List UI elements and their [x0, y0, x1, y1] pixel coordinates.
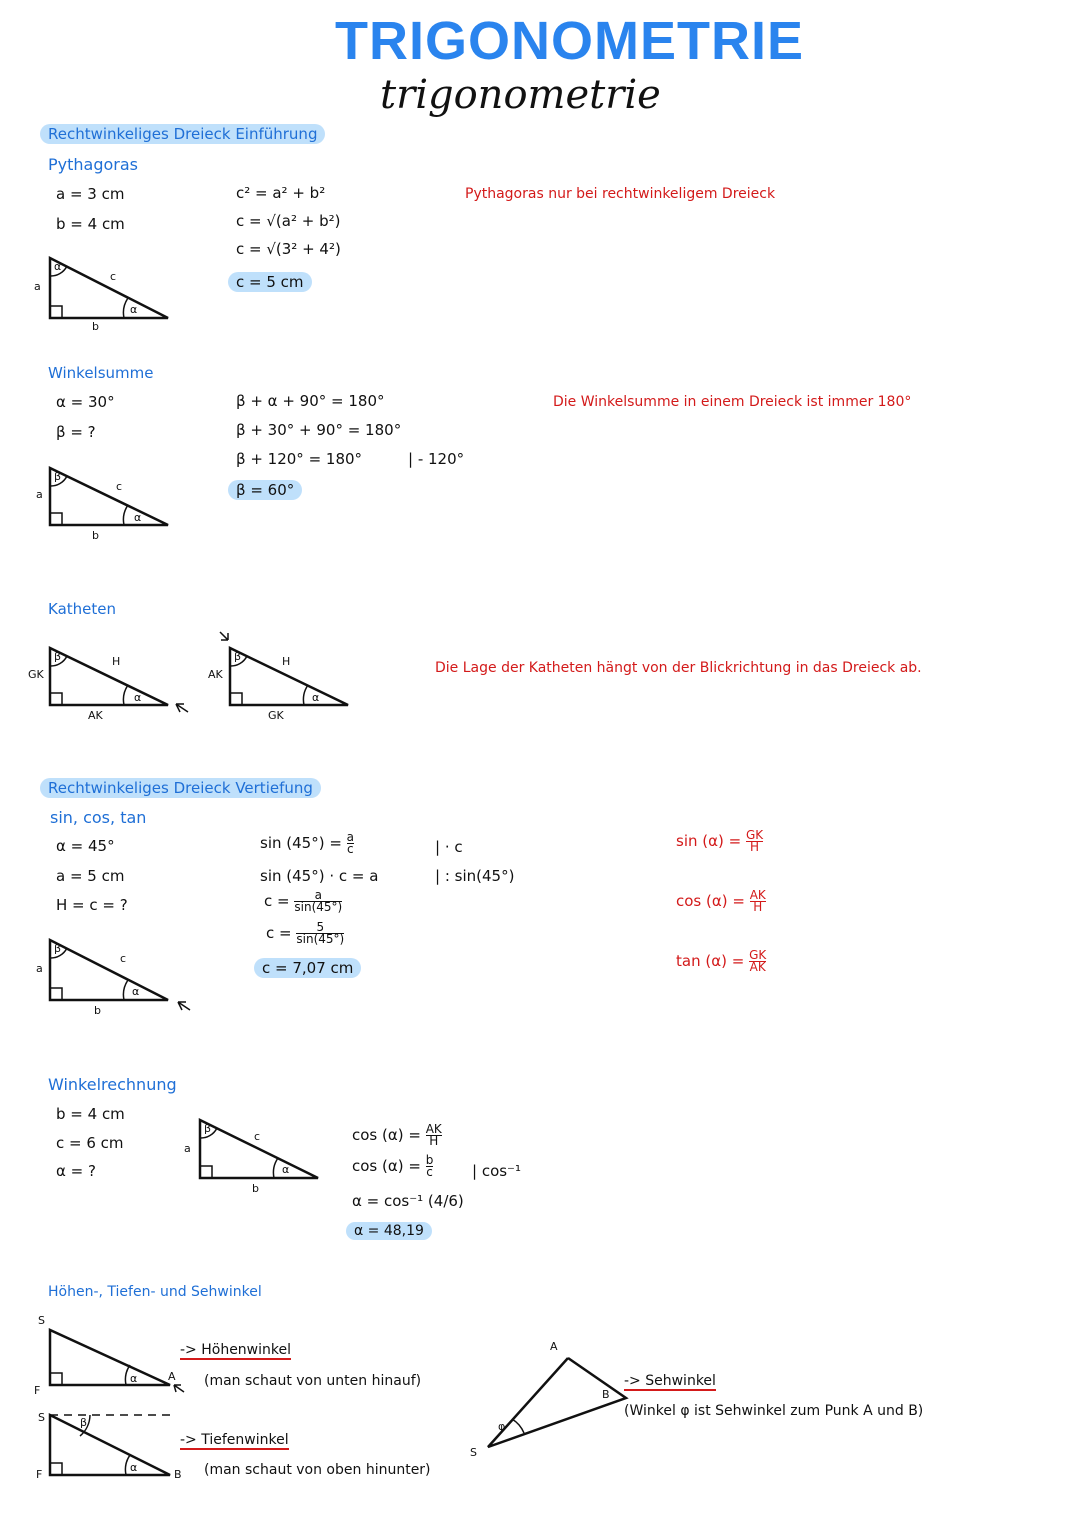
given: α = ?: [56, 1162, 96, 1180]
angle-label: φ: [498, 1420, 506, 1433]
side-label: H: [282, 655, 291, 668]
given-b: b = 4 cm: [56, 215, 125, 233]
sehwinkel-label: [624, 1373, 716, 1389]
side-label: a: [36, 962, 43, 975]
step: [266, 922, 344, 945]
side-label: a: [184, 1142, 191, 1155]
denominator: sin(45°): [296, 932, 345, 946]
operation: | : sin(45°): [435, 867, 515, 885]
formula-cos: [676, 890, 766, 913]
subheading-winkelsumme: Winkelsumme: [48, 364, 154, 382]
fraction: [746, 830, 763, 853]
angle-label: β: [54, 470, 62, 483]
section-heading-vertiefung: Rechtwinkeliges Dreieck Vertiefung: [40, 778, 321, 798]
angle-label: α: [134, 511, 142, 524]
step: [264, 890, 342, 913]
point-label: A: [550, 1340, 558, 1353]
numerator: a: [346, 830, 355, 844]
page-title: TRIGONOMETRIE: [335, 11, 804, 71]
side-label: H: [112, 655, 121, 668]
denominator: H: [753, 900, 763, 914]
side-label: GK: [268, 709, 284, 722]
fraction: [296, 922, 344, 945]
angle-label: α: [130, 1461, 138, 1474]
fraction: [294, 890, 342, 913]
formula-lhs: sin (α) =: [676, 832, 742, 850]
fraction: [750, 890, 766, 913]
numerator: a: [294, 890, 342, 902]
angle-label: β: [204, 1122, 212, 1135]
step: c = √(a² + b²): [236, 212, 341, 230]
step: c² = a² + b²: [236, 184, 326, 202]
numerator: b: [425, 1153, 434, 1167]
side-label: AK: [88, 709, 103, 722]
angle-label: β: [54, 942, 62, 955]
fraction: [426, 1124, 442, 1147]
side-label: GK: [28, 668, 44, 681]
denominator: sin(45°): [294, 900, 343, 914]
given: β = ?: [56, 423, 96, 441]
formula-tan: [676, 950, 766, 973]
point-label: F: [36, 1468, 43, 1481]
angle-label: α: [312, 691, 320, 704]
side-label: c: [116, 480, 123, 493]
given: c = 6 cm: [56, 1134, 124, 1152]
given: a = 5 cm: [56, 867, 125, 885]
fraction: [426, 1155, 434, 1178]
term: -> Tiefenwinkel: [180, 1432, 289, 1448]
tiefenwinkel-label: [180, 1432, 289, 1448]
numerator: 5: [296, 922, 344, 934]
step-text: c =: [264, 892, 290, 910]
side-label: c: [120, 952, 127, 965]
step: β + 120° = 180°: [236, 450, 363, 468]
point-label: A: [168, 1370, 176, 1383]
subheading-hoehen-tiefen-sehwinkel: Höhen-, Tiefen- und Sehwinkel: [48, 1284, 262, 1300]
fraction: [347, 832, 354, 855]
numerator: AK: [749, 888, 766, 902]
formula-sin: [676, 830, 763, 853]
step-text: c =: [266, 924, 292, 942]
step: c = √(3² + 4²): [236, 240, 341, 258]
side-label: b: [92, 320, 99, 333]
angle-label: β: [234, 650, 242, 663]
side-label: AK: [208, 668, 223, 681]
term: -> Höhenwinkel: [180, 1342, 292, 1358]
step: [352, 1124, 442, 1147]
numerator: GK: [745, 828, 764, 842]
point-label: B: [602, 1388, 610, 1401]
given: α = 45°: [56, 837, 115, 855]
given: b = 4 cm: [56, 1105, 125, 1123]
side-label: a: [34, 280, 41, 293]
title-script-overlay: trigonometrie: [380, 72, 661, 118]
given-a: a = 3 cm: [56, 185, 125, 203]
result: α = 48,19: [346, 1222, 432, 1240]
step: [352, 1155, 433, 1178]
angle-label: β: [80, 1416, 88, 1429]
numerator: AK: [425, 1122, 442, 1136]
denominator: H: [429, 1134, 439, 1148]
step-text: cos (α) =: [352, 1126, 421, 1144]
subheading-winkelrechnung: Winkelrechnung: [48, 1075, 177, 1094]
given: H = c = ?: [56, 896, 128, 914]
point-label: S: [38, 1314, 45, 1327]
denominator: AK: [749, 960, 766, 974]
angle-label: α: [130, 1372, 138, 1385]
fraction: [749, 950, 766, 973]
angle-label: α: [282, 1163, 290, 1176]
given: α = 30°: [56, 393, 115, 411]
side-label: a: [36, 488, 43, 501]
subheading-pythagoras: Pythagoras: [48, 155, 138, 174]
note: Die Lage der Katheten hängt von der Blickrichtung in das Dreieck ab.: [435, 660, 922, 676]
angle-diagrams: [0, 0, 1, 1]
numerator: GK: [749, 948, 767, 962]
angle-label: α: [134, 691, 142, 704]
hoehenwinkel-desc: (man schaut von unten hinauf): [204, 1373, 422, 1389]
angle-label: α: [132, 985, 140, 998]
step: β + α + 90° = 180°: [236, 392, 385, 410]
side-label: b: [252, 1182, 259, 1195]
angle-label: α: [130, 303, 138, 316]
side-label: b: [92, 529, 99, 542]
sehwinkel-desc: (Winkel φ ist Sehwinkel zum Punk A und B): [624, 1403, 924, 1419]
angle-label: α: [54, 260, 62, 273]
formula-lhs: tan (α) =: [676, 952, 745, 970]
point-label: B: [174, 1468, 182, 1481]
result: β = 60°: [228, 480, 302, 500]
angle-label: β: [54, 650, 62, 663]
side-label: b: [94, 1004, 101, 1017]
operation: | - 120°: [408, 450, 465, 468]
subheading-katheten: Katheten: [48, 600, 116, 618]
operation: | cos⁻¹: [472, 1162, 521, 1180]
denominator: c: [347, 842, 354, 856]
step: [260, 832, 354, 855]
hoehenwinkel-label: [180, 1342, 291, 1358]
term: -> Sehwinkel: [624, 1373, 716, 1389]
point-label: S: [38, 1411, 45, 1424]
operation: | · c: [435, 838, 463, 856]
point-label: S: [470, 1446, 477, 1459]
subheading-sin-cos-tan: sin, cos, tan: [50, 808, 147, 827]
denominator: H: [750, 840, 760, 854]
step: α = cos⁻¹ (4/6): [352, 1192, 464, 1210]
denominator: c: [426, 1165, 433, 1179]
tiefenwinkel-desc: (man schaut von oben hinunter): [204, 1462, 431, 1478]
result: c = 7,07 cm: [254, 958, 361, 978]
step-text: cos (α) =: [352, 1157, 421, 1175]
note: Die Winkelsumme in einem Dreieck ist immer 180°: [553, 394, 912, 410]
section-heading-einfuehrung: Rechtwinkeliges Dreieck Einführung: [40, 124, 325, 144]
step: β + 30° + 90° = 180°: [236, 421, 402, 439]
result: c = 5 cm: [228, 272, 312, 292]
side-label: c: [254, 1130, 261, 1143]
formula-lhs: cos (α) =: [676, 892, 745, 910]
step: sin (45°) · c = a: [260, 867, 379, 885]
note: Pythagoras nur bei rechtwinkeligem Dreieck: [465, 186, 776, 202]
point-label: F: [34, 1384, 41, 1397]
side-label: c: [110, 270, 117, 283]
step-text: sin (45°) =: [260, 834, 342, 852]
